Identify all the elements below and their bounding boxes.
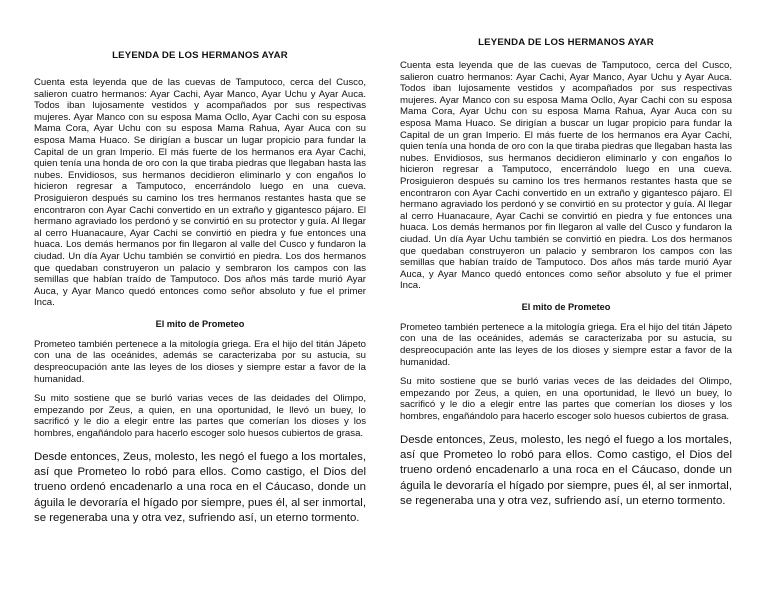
legend-paragraph: Cuenta esta leyenda que de las cuevas de Tamputoco, cerca del Cusco, salieron cuatro hermanos: Ayar Cachi, Ayar Manco, Ayar Uchu y Ayar Auca. Todos iban lujosamente vestidos y acompañados por sus respectivas mujeres. Ayar Manco con su esposa Mama Ocllo, Ayar Cachi con su esposa Mama Cora, Ayar Uchu con su esposa Mama Rahua, Ayar Auca con su esposa Mama Huaco. Se dirigían a buscar un lugar propicio para fundar la Capital de un gran Imperio. El más fuerte de los hermanos era Ayar Cachi, quien tenía una honda de oro con la que tiraba piedras que llegaban hasta las nubes. Envidiosos, sus hermanos decidieron eliminarlo y con engaños lo hicieron regresar a Tamputoco, encerrándolo luego en una cueva. Prosiguieron después su camino los tres hermanos restantes hasta que se encontraron con Ayar Cachi convertido en un extraño y gigantesco pájaro. El hermano agraviado los perdonó y se convirtió en su protector y guía. Al llegar al cerro Huanacaure, Ayar Cachi se convirtió en piedra y fue entonces una huaca. Los demás hermanos por fin llegaron al valle del Cusco y fundaron la ciudad. Un día Ayar Uchu también se convirtió en piedra. Los dos hermanos que quedaban construyeron un palacio y sembraron los campos con las semillas que habían traído de Tamputoco. Dos años más tarde murió Ayar Auca, y Ayar Manco quedó entonces como señor absoluto y fue el primer Inca. — [34, 77, 366, 309]
legend-paragraph: Cuenta esta leyenda que de las cuevas de Tamputoco, cerca del Cusco, salieron cuatro hermanos: Ayar Cachi, Ayar Manco, Ayar Uchu y Ayar Auca. Todos iban lujosamente vestidos y acompañados por sus respectivas mujeres. Ayar Manco con su esposa Mama Ocllo, Ayar Cachi con su esposa Mama Cora, Ayar Uchu con su esposa Mama Rahua, Ayar Auca con su esposa Mama Huaco. Se dirigían a buscar un lugar propicio para fundar la Capital de un gran Imperio. El más fuerte de los hermanos era Ayar Cachi, quien tenía una honda de oro con la que tiraba piedras que llegaban hasta las nubes. Envidiosos, sus hermanos decidieron eliminarlo y con engaños lo hicieron regresar a Tamputoco, encerrándolo luego en una cueva. Prosiguieron después su camino los tres hermanos restantes hasta que se encontraron con Ayar Cachi convertido en un extraño y gigantesco pájaro. El hermano agraviado los perdonó y se convirtió en su protector y guía. Al llegar al cerro Huanacaure, Ayar Cachi se convirtió en piedra y fue entonces una huaca. Los demás hermanos por fin llegaron al valle del Cusco y fundaron la ciudad. Un día Ayar Uchu también se convirtió en piedra. Los dos hermanos que quedaban construyeron un palacio y sembraron los campos con las semillas que habían traído de Tamputoco. Dos años más tarde murió Ayar Auca, y Ayar Manco quedó entonces como señor absoluto y fue el primer Inca. — [400, 60, 732, 292]
prometheus-paragraph-1: Prometeo también pertenece a la mitología griega. Era el hijo del titán Jápeto con una de las oceánides, además se caracterizaba por su astucia, su despreocupación ante las leyes de los dioses y siempre estar a favor de la humanidad. — [34, 338, 366, 385]
prometheus-paragraph-1: Prometeo también pertenece a la mitología griega. Era el hijo del titán Jápeto con una de las oceánides, además se caracterizaba por su astucia, su despreocupación ante las leyes de los dioses y siempre estar a favor de la humanidad. — [400, 321, 732, 368]
section-subtitle: El mito de Prometeo — [155, 318, 245, 329]
section-subtitle: El mito de Prometeo — [521, 301, 611, 312]
page-title: LEYENDA DE LOS HERMANOS AYAR — [478, 37, 654, 48]
page-title: LEYENDA DE LOS HERMANOS AYAR — [112, 50, 288, 61]
page-left — [34, 0, 366, 538]
page-right — [400, 0, 732, 521]
prometheus-paragraph-3: Desde entonces, Zeus, molesto, les negó el fuego a los mortales, así que Prometeo lo robó para ellos. Como castigo, el Dios del trueno ordenó encadenarlo a una roca en el Cáucaso, donde un águila le devoraría el hígado por siempre, pues él, al ser inmortal, se regeneraba una y otra vez, sufriendo así, un eterno tormento. — [34, 450, 366, 525]
prometheus-paragraph-2: Su mito sostiene que se burló varias veces de las deidades del Olimpo, empezando por Zeus, a quien, en una oportunidad, le llevó un buey, lo sacrificó y le dio a elegir entre las partes que comerían los dioses y los hombres, engañándolo para hacerlo escoger solo huesos cubiertos de grasa. — [400, 376, 732, 423]
prometheus-paragraph-2: Su mito sostiene que se burló varias veces de las deidades del Olimpo, empezando por Zeus, a quien, en una oportunidad, le llevó un buey, lo sacrificó y le dio a elegir entre las partes que comerían los dioses y los hombres, engañándolo para hacerlo escoger solo huesos cubiertos de grasa. — [34, 393, 366, 440]
prometheus-paragraph-3: Desde entonces, Zeus, molesto, les negó el fuego a los mortales, así que Prometeo lo robó para ellos. Como castigo, el Dios del trueno ordenó encadenarlo a una roca en el Cáucaso, donde un águila le devoraría el hígado por siempre, pues él, al ser inmortal, se regeneraba una y otra vez, sufriendo así, un eterno tormento. — [400, 433, 732, 508]
